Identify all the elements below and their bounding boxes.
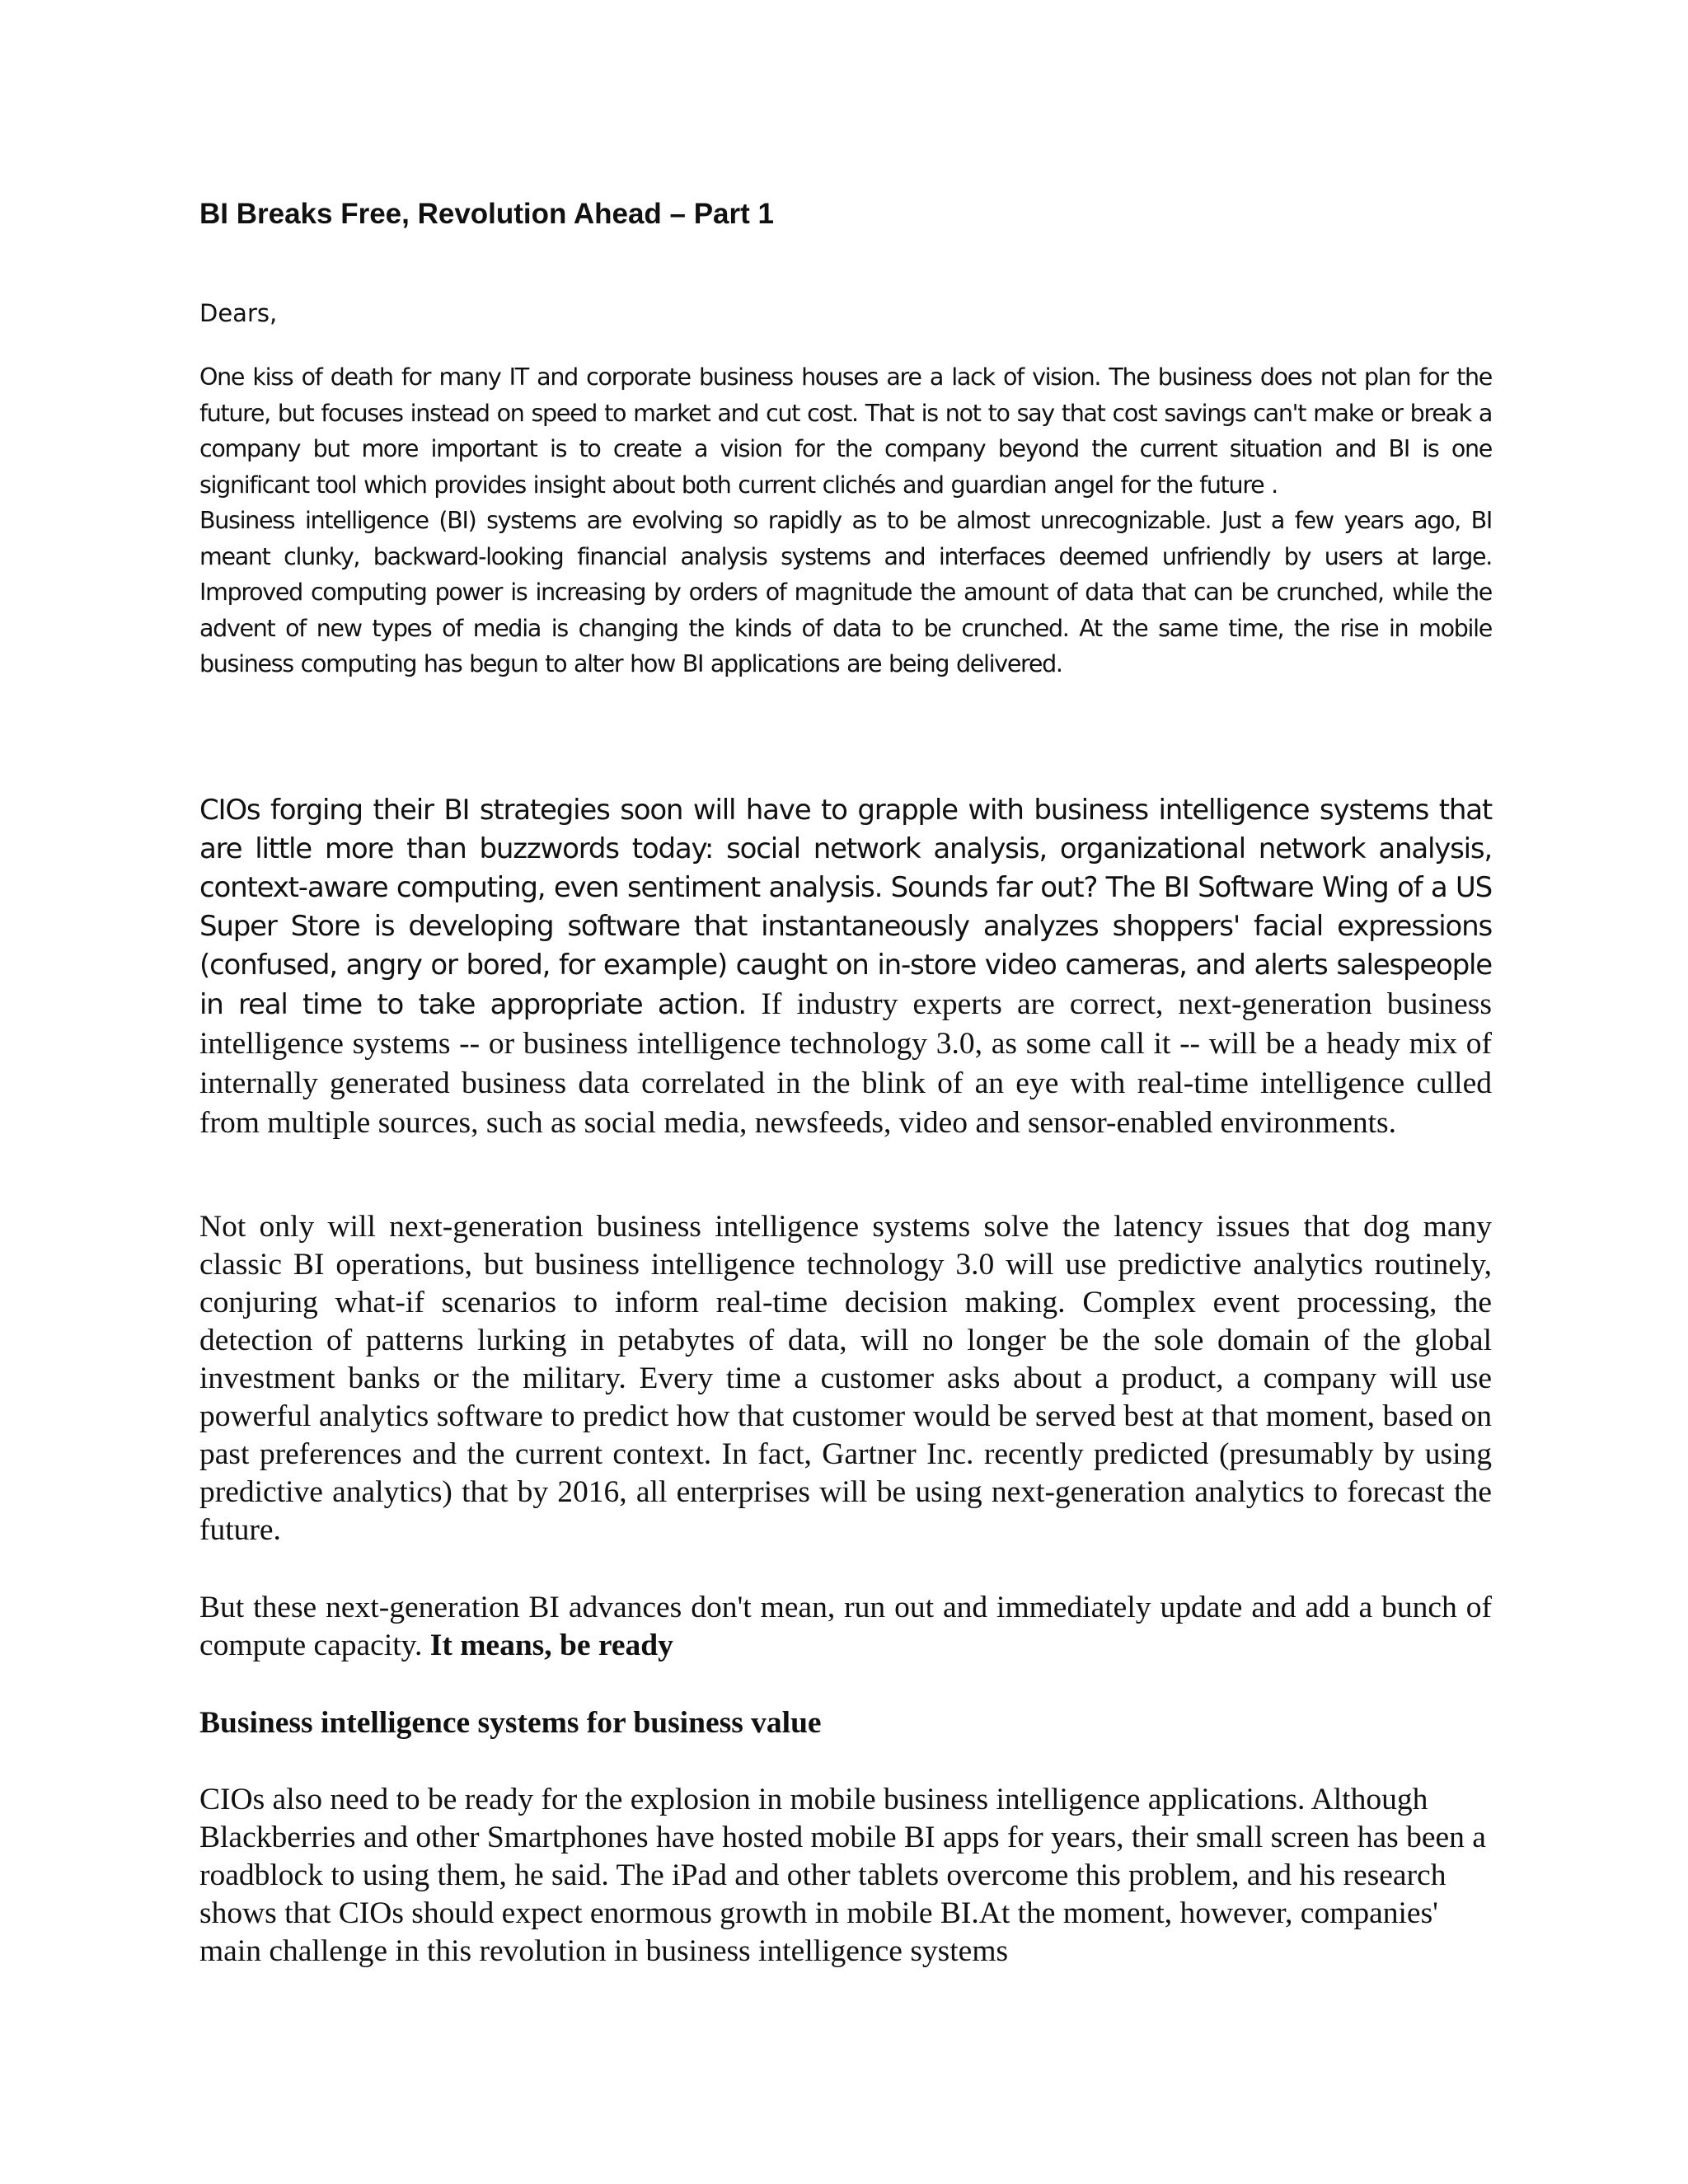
paragraph-cio-strategies-serif: If industry experts are correct, next-generation business intelligence systems -- or business intelligence technology 3.0, as some call it -- will be a heady mix of internally generated business data correlated in the blink of an eye with real-time intelligence culled from multiple sources, such as social media, newsfeeds, video and sensor-enabled environments. xyxy=(199,987,1492,1140)
section-subheading: Business intelligence systems for business value xyxy=(199,1706,822,1740)
paragraph-next-generation: Not only will next-generation business intelligence systems solve the latency issues that dog many classic BI operations, but business intelligence technology 3.0 will use predictive analytics routinely, conjuring what-if scenarios to inform real-time decision making. Complex event processing, the detection of patterns lurking in petabytes of data, will no longer be the sole domain of the global investment banks or the military. Every time a customer asks about a product, a company will use powerful analytics software to predict how that customer would be served best at that moment, based on past preferences and the current context. In fact, Gartner Inc. recently predicted (presumably by using predictive analytics) that by 2016, all enterprises will be using next-generation analytics to forecast the future. xyxy=(199,1210,1492,1547)
paragraph-cio-strategies xyxy=(199,791,1492,1143)
salutation: Dears, xyxy=(199,299,278,327)
paragraph-be-ready xyxy=(199,1589,1492,1665)
paragraph-vision xyxy=(199,359,1492,682)
document-title: BI Breaks Free, Revolution Ahead – Part 1 xyxy=(199,198,774,230)
paragraph-mobile-bi: CIOs also need to be ready for the explosion in mobile business intelligence applications. Although Blackberries and other Smartphones have hosted mobile BI apps for years, their small screen has been a roadblock to using them, he said. The iPad and other tablets overcome this problem, and his research shows that CIOs should expect enormous growth in mobile BI.At the moment, however, companies' main challenge in this revolution in business intelligence systems xyxy=(199,1783,1486,1968)
paragraph-bi-evolving-text: Business intelligence (BI) systems are evolving so rapidly as to be almost unrecognizable. Just a few years ago, BI meant clunky, backward-looking financial analysis systems and interfaces deemed unfriendly by users at large. Improved computing power is increasing by orders of magnitude the amount of data that can be crunched, while the advent of new types of media is changing the kinds of data to be crunched. At the same time, the rise in mobile business computing has begun to alter how BI applications are being delivered. xyxy=(199,507,1492,677)
paragraph-be-ready-regular: But these next-generation BI advances don't mean, run out and immediately update and add a bunch of compute capacity. xyxy=(199,1591,1492,1662)
paragraph-be-ready-bold: It means, be ready xyxy=(429,1629,673,1662)
paragraph-cio-strategies-sans: CIOs forging their BI strategies soon will have to grapple with business intelligence systems that are little more than buzzwords today: social network analysis, organizational network analysis, context-aware computing, even sentiment analysis. Sounds far out? The BI Software Wing of a US Super Store is developing software that instantaneously analyzes shoppers' facial expressions (confused, angry or bored, for example) caught on in-store video cameras, and alerts salespeople in real time to take appropriate action. xyxy=(199,794,1492,1021)
paragraph-vision-text: One kiss of death for many IT and corporate business houses are a lack of vision. The business does not plan for the future, but focuses instead on speed to market and cut cost. That is not to say that cost savings can't make or break a company but more important is to create a vision for the company beyond the current situation and BI is one significant tool which provides insight about both current clichés and guardian angel for the future . xyxy=(199,363,1492,499)
